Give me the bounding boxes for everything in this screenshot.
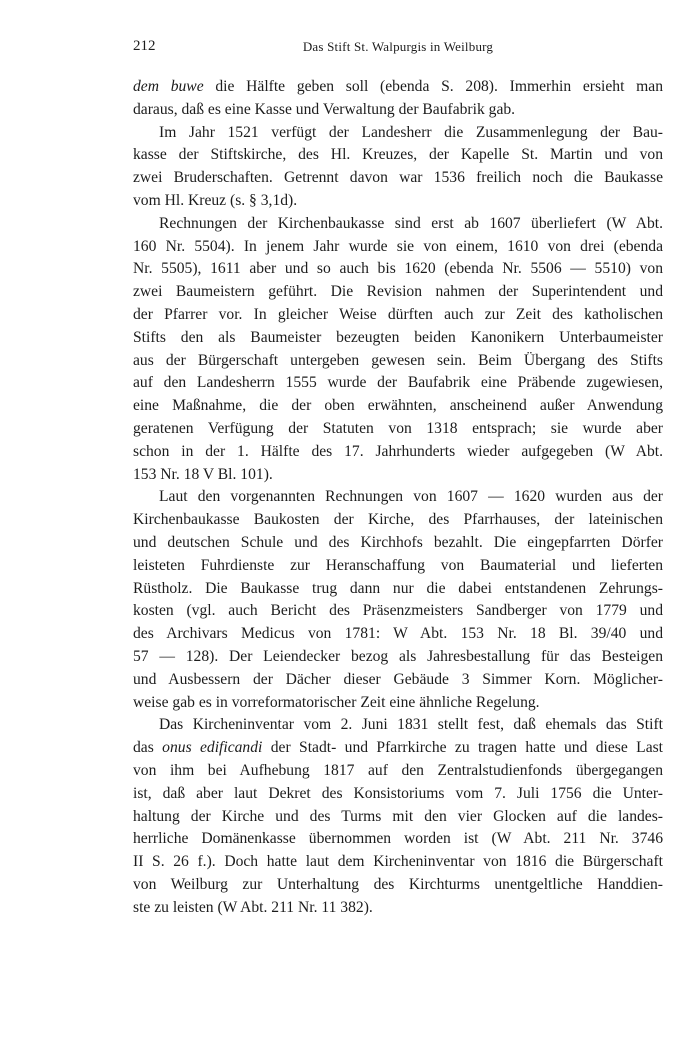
text-line: Rechnungen der Kirchenbaukasse sind erst ab 1607 überliefert (W Abt. — [159, 214, 663, 232]
text-line: von ihm bei Aufhebung 1817 auf den Zentralstudienfonds übergegangen — [133, 761, 663, 779]
text-line: daraus, daß es eine Kasse und Verwaltung der Baufabrik gab. — [133, 100, 516, 118]
text-line: und deutschen Schule und des Kirchhofs bezahlt. Die eingepfarrten Dörfer — [133, 533, 663, 551]
text-line: und Ausbessern der Dächer dieser Gebäude 3 Simmer Korn. Möglicher- — [133, 670, 663, 688]
text-line: schon in der 1. Hälfte des 17. Jahrhunderts wieder aufgegeben (W Abt. — [133, 442, 663, 460]
text-line: auf den Landesherrn 1555 wurde der Baufabrik eine Präbende zugewiesen, — [133, 374, 663, 392]
text-line: des Archivars Medicus von 1781: W Abt. 153 Nr. 18 Bl. 39/40 und — [133, 625, 663, 643]
text-line: vom Hl. Kreuz (s. § 3,1d). — [133, 191, 298, 209]
text-line: herrliche Domänenkasse übernommen worden ist (W Abt. 211 Nr. 3746 — [133, 830, 663, 848]
page-number: 212 — [133, 38, 156, 54]
text-line: haltung der Kirche und des Turms mit den vier Glocken auf die landes- — [133, 807, 663, 825]
text-line: weise gab es in vorreformatorischer Zeit eine ähnliche Regelung. — [133, 693, 540, 711]
text-line: Im Jahr 1521 verfügt der Landesherr die Zusammenlegung der Bau- — [159, 123, 663, 141]
text-line: II S. 26 f.). Doch hatte laut dem Kircheninventar von 1816 die Bürgerschaft — [133, 853, 663, 871]
text-line: zwei Baumeistern geführt. Die Revision nahmen der Superintendent und — [133, 283, 663, 301]
text-line — [133, 737, 663, 760]
text-line: kosten (vgl. auch Bericht des Präsenzmeisters Sandberger von 1779 und — [133, 602, 663, 620]
text-line: aus der Bürgerschaft untergeben gewesen sein. Beim Übergang des Stifts — [133, 351, 663, 369]
text-line: Nr. 5505), 1611 aber und so auch bis 1620 (ebenda Nr. 5506 — 5510) von — [133, 260, 663, 278]
text-line: Kirchenbaukasse Baukosten der Kirche, des Pfarrhauses, der lateinischen — [133, 511, 663, 529]
text-line: zwei Bruderschaften. Getrennt davon war 1536 freilich noch die Baukasse — [133, 169, 663, 187]
latin-term: dem buwe — [133, 78, 204, 95]
text-line: 57 — 128). Der Leiendecker bezog als Jahresbestallung für das Besteigen — [133, 647, 663, 665]
text-line: geratenen Verfügung der Statuten von 1318 entsprach; sie wurde aber — [133, 419, 663, 437]
text-line: Das Kircheninventar vom 2. Juni 1831 stellt fest, daß ehemals das Stift — [159, 716, 663, 734]
text-line: 153 Nr. 18 V Bl. 101). — [133, 465, 273, 483]
text-line: Rüstholz. Die Baukasse trug dann nur die dabei entstandenen Zehrungs- — [133, 579, 663, 597]
text-line: kasse der Stiftskirche, des Hl. Kreuzes, der Kapelle St. Martin und von — [133, 146, 663, 164]
page-header — [133, 38, 663, 62]
line-prefix: das — [133, 739, 163, 757]
text-line: ist, daß aber laut Dekret des Konsistoriums vom 7. Juli 1756 die Unter- — [133, 784, 663, 802]
line-rest: der Stadt- und Pfarrkirche zu tragen hatte und diese Last — [262, 739, 664, 757]
text-line: von Weilburg zur Unterhaltung des Kirchturms unentgeltliche Handdien- — [133, 875, 663, 893]
text-line: 160 Nr. 5504). In jenem Jahr wurde sie von einem, 1610 von drei (ebenda — [133, 237, 663, 255]
body-text — [133, 76, 663, 919]
text-line: eine Maßnahme, die der oben erwähnten, anscheinend außer Anwendung — [133, 397, 663, 415]
line-rest: die Hälfte geben soll (ebenda S. 208). Immerhin ersieht man — [203, 78, 663, 95]
text-line: Laut den vorgenannten Rechnungen von 1607 — 1620 wurden aus der — [159, 488, 663, 506]
running-head: Das Stift St. Walpurgis in Weilburg — [302, 39, 494, 54]
text-line — [133, 76, 663, 99]
text-line: leisteten Fuhrdienste zur Heranschaffung von Baumaterial und lieferten — [133, 556, 663, 574]
text-line: ste zu leisten (W Abt. 211 Nr. 11 382). — [133, 898, 373, 916]
latin-term: onus edificandi — [162, 739, 263, 757]
text-line: Stifts den als Baumeister bezeugten beiden Kanonikern Unterbaumeister — [133, 328, 663, 346]
text-line: der Pfarrer vor. In gleicher Weise dürften auch zur Zeit des katholischen — [133, 305, 663, 323]
